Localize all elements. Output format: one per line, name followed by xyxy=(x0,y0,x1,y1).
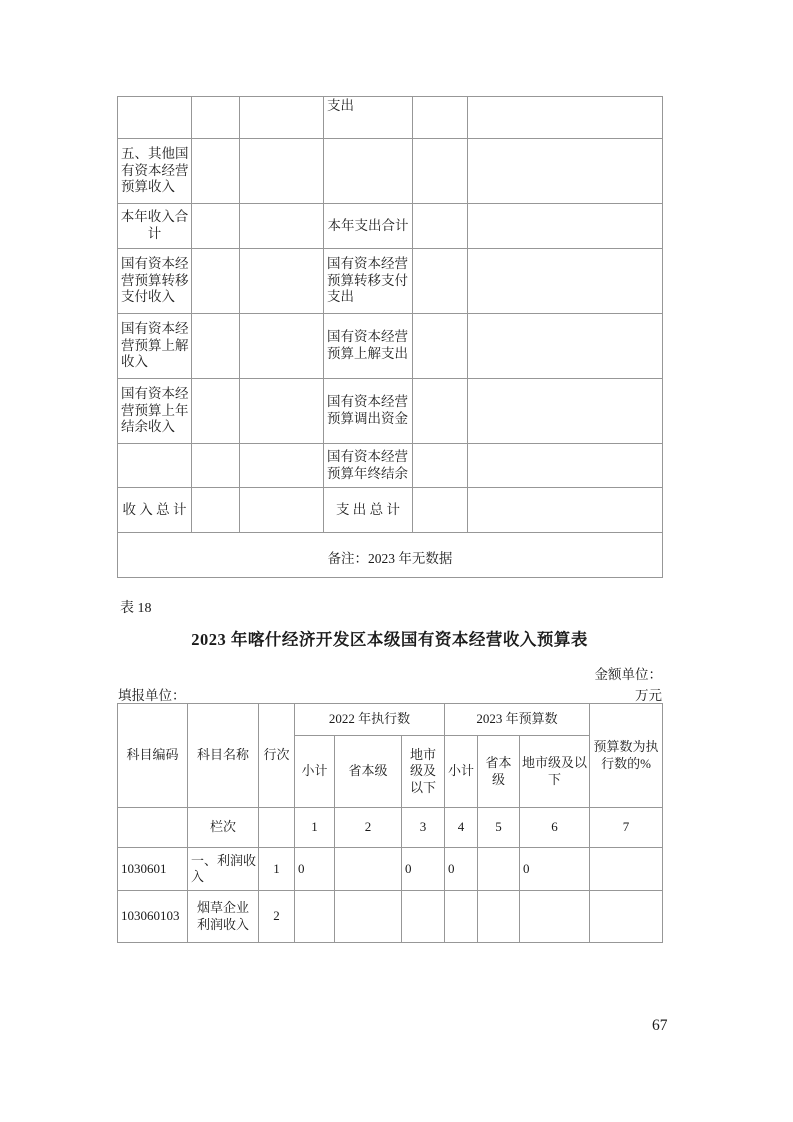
header-name: 科目名称 xyxy=(188,704,259,808)
column-index: 1 xyxy=(295,808,335,848)
income-item-cell xyxy=(118,444,192,488)
expense-item-cell: 国有资本经营预算调出资金 xyxy=(324,379,413,444)
column-index: 4 xyxy=(445,808,478,848)
empty-cell xyxy=(192,249,240,314)
value-cell xyxy=(402,891,445,943)
page-title: 2023 年喀什经济开发区本级国有资本经营收入预算表 xyxy=(191,630,588,649)
pct-cell xyxy=(590,848,663,891)
header-line-no: 行次 xyxy=(259,704,295,808)
table-row xyxy=(118,97,663,139)
empty-cell xyxy=(240,314,324,379)
column-index: 2 xyxy=(335,808,402,848)
empty-cell xyxy=(192,444,240,488)
value-cell xyxy=(478,891,520,943)
header-city-below-2022: 地市级及以下 xyxy=(402,736,445,808)
empty-cell xyxy=(118,808,188,848)
value-cell: 0 xyxy=(445,848,478,891)
empty-cell xyxy=(413,379,468,444)
reporting-unit-label: 填报单位： xyxy=(118,688,186,703)
empty-cell xyxy=(468,249,663,314)
line-no-cell: 2 xyxy=(259,891,295,943)
subject-code-cell: 1030601 xyxy=(118,848,188,891)
empty-cell xyxy=(468,204,663,249)
empty-cell xyxy=(468,444,663,488)
table-row xyxy=(118,891,663,943)
header-city-below-2023: 地市级及以下 xyxy=(520,736,590,808)
empty-cell xyxy=(413,204,468,249)
value-cell xyxy=(335,891,402,943)
header-code: 科目编码 xyxy=(118,704,188,808)
column-index: 5 xyxy=(478,808,520,848)
value-cell: 0 xyxy=(402,848,445,891)
amount-unit-value: 万元 xyxy=(635,688,662,703)
income-item-cell: 国有资本经营预算上解收入 xyxy=(118,314,192,379)
value-cell xyxy=(445,891,478,943)
table-row xyxy=(118,848,663,891)
pct-cell xyxy=(590,891,663,943)
value-cell: 0 xyxy=(520,848,590,891)
line-no-cell: 1 xyxy=(259,848,295,891)
value-cell: 0 xyxy=(295,848,335,891)
income-item-cell: 国有资本经营预算转移支付收入 xyxy=(118,249,192,314)
expense-item-cell: 支出 xyxy=(324,97,413,139)
expense-item-cell: 国有资本经营预算转移支付支出 xyxy=(324,249,413,314)
empty-cell xyxy=(413,97,468,139)
table-row xyxy=(118,139,663,204)
empty-cell xyxy=(240,249,324,314)
header-group-2022: 2022 年执行数 xyxy=(295,704,445,736)
expense-item-cell: 国有资本经营预算年终结余 xyxy=(324,444,413,488)
empty-cell xyxy=(240,379,324,444)
empty-cell xyxy=(259,808,295,848)
empty-cell xyxy=(192,139,240,204)
header-row-groups xyxy=(118,704,663,736)
income-item-cell: 国有资本经营预算上年结余收入 xyxy=(118,379,192,444)
income-total-cell: 收 入 总 计 xyxy=(118,488,192,533)
remark-row xyxy=(118,533,663,578)
header-subtotal-2022: 小计 xyxy=(295,736,335,808)
empty-cell xyxy=(413,249,468,314)
income-budget-table xyxy=(117,703,663,943)
empty-cell xyxy=(413,444,468,488)
page-number: 67 xyxy=(652,1017,668,1034)
expense-total-cell: 支 出 总 计 xyxy=(324,488,413,533)
table-row xyxy=(118,249,663,314)
table-label: 表 18 xyxy=(120,601,152,616)
table-row xyxy=(118,444,663,488)
column-index: 6 xyxy=(520,808,590,848)
header-provincial-2022: 省本级 xyxy=(335,736,402,808)
empty-cell xyxy=(413,314,468,379)
budget-balance-table xyxy=(117,96,663,578)
header-subtotal-2023: 小计 xyxy=(445,736,478,808)
income-item-cell: 五、其他国有资本经营预算收入 xyxy=(118,139,192,204)
value-cell xyxy=(520,891,590,943)
value-cell xyxy=(295,891,335,943)
column-index-row xyxy=(118,808,663,848)
income-item-cell xyxy=(118,97,192,139)
empty-cell xyxy=(413,139,468,204)
empty-cell xyxy=(192,204,240,249)
table-row xyxy=(118,488,663,533)
header-group-2023: 2023 年预算数 xyxy=(445,704,590,736)
header-pct: 预算数为执行数的% xyxy=(590,704,663,808)
expense-item-cell xyxy=(324,139,413,204)
subject-name-cell: 一、利润收入 xyxy=(188,848,259,891)
column-index: 7 xyxy=(590,808,663,848)
empty-cell xyxy=(192,97,240,139)
header-provincial-2023: 省本级 xyxy=(478,736,520,808)
column-index: 3 xyxy=(402,808,445,848)
value-cell xyxy=(335,848,402,891)
empty-cell xyxy=(240,139,324,204)
table-row xyxy=(118,379,663,444)
empty-cell xyxy=(192,488,240,533)
empty-cell xyxy=(468,97,663,139)
empty-cell xyxy=(192,314,240,379)
expense-item-cell: 本年支出合计 xyxy=(324,204,413,249)
table-row xyxy=(118,204,663,249)
empty-cell xyxy=(468,379,663,444)
amount-unit-label: 金额单位： xyxy=(594,667,662,682)
value-cell xyxy=(478,848,520,891)
expense-item-cell: 国有资本经营预算上解支出 xyxy=(324,314,413,379)
column-index-label: 栏次 xyxy=(188,808,259,848)
empty-cell xyxy=(240,97,324,139)
remark-text: 备注：2023 年无数据 xyxy=(118,533,663,578)
subject-code-cell: 103060103 xyxy=(118,891,188,943)
subject-name-cell: 烟草企业利润收入 xyxy=(188,891,259,943)
empty-cell xyxy=(240,488,324,533)
empty-cell xyxy=(192,379,240,444)
empty-cell xyxy=(413,488,468,533)
empty-cell xyxy=(468,314,663,379)
table-row xyxy=(118,314,663,379)
empty-cell xyxy=(240,444,324,488)
empty-cell xyxy=(468,139,663,204)
empty-cell xyxy=(468,488,663,533)
income-item-cell: 本年收入合计 xyxy=(118,204,192,249)
empty-cell xyxy=(240,204,324,249)
